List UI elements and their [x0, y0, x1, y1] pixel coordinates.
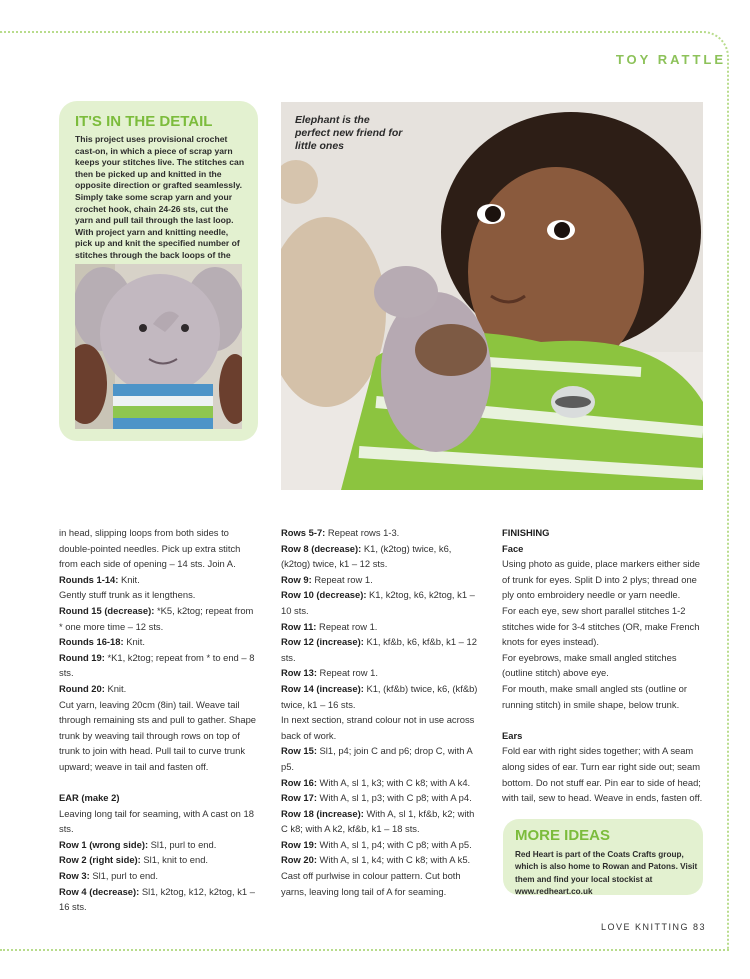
instruction-text: In next section, strand colour not in use across back of work.: [281, 714, 475, 741]
instruction-label: Row 18 (increase):: [281, 807, 364, 819]
instruction-label: Face: [502, 542, 524, 554]
instruction-paragraph: [281, 712, 479, 743]
instruction-label: Rounds 1-14:: [59, 573, 119, 585]
instruction-text: Cast off purlwise in colour pattern. Cut both yarns, leaving long tail of A for seaming.: [281, 870, 461, 897]
paragraph-gap: [59, 775, 259, 791]
instruction-paragraph: [502, 681, 705, 712]
instruction-label: EAR (make 2): [59, 792, 120, 804]
instruction-text: Knit.: [123, 636, 145, 648]
instruction-label: Row 20:: [281, 854, 317, 866]
more-ideas-body: Red Heart is part of the Coats Crafts group, which is also home to Rowan and Patons. Visit them and find your local stockist at www.redheart.co.uk: [515, 850, 698, 897]
instruction-paragraph: [281, 837, 479, 853]
instruction-paragraph: [502, 603, 705, 650]
instruction-paragraph: [59, 634, 259, 650]
instruction-text: With A, sl 1, k3; with C k8; with A k4.: [316, 776, 471, 788]
instruction-text: K1, (kf&b) twice, k6, (kf&b) twice, k1 – 16 sts.: [281, 682, 478, 710]
instructions-column-2: [281, 525, 479, 899]
instruction-label: Row 2 (right side):: [59, 854, 141, 866]
instruction-text: K1, kf&b, k6, kf&b, k1 – 12 sts.: [281, 636, 477, 663]
instruction-paragraph: [281, 665, 479, 681]
instruction-label: Round 20:: [59, 682, 105, 694]
instruction-paragraph: [59, 681, 259, 697]
instruction-paragraph: [281, 775, 479, 791]
instruction-label: Ears: [502, 729, 523, 741]
detail-body: This project uses provisional crochet cast-on, in which a piece of scrap yarn keeps your stitches live. The stitches can then be picked up and knitted in the opposite direction or grafted seamlessly. Simply take some scrap yarn and your crochet hook, chain 24-26 sts, cut the yarn and pull tail through the last loop. With project yarn and knitting needle, pick up and knit the specified number of stitches through the back loops of the: [75, 134, 245, 260]
instruction-paragraph: [281, 619, 479, 635]
instruction-label: Row 1 (wrong side):: [59, 838, 149, 850]
instruction-paragraph: [502, 650, 705, 681]
photo-caption: Elephant is the perfect new friend for little ones: [295, 114, 403, 152]
instruction-paragraph: [59, 572, 259, 588]
instruction-text: Sl1, knit to end.: [140, 854, 209, 866]
instruction-text: Cut yarn, leaving 20cm (8in) tail. Weave tail through remaining sts and pull to gather. Shape trunk by weaving tail through rows on top of trunk to join with head. Pull tail to curve trunk upward; weave in tail and fasten off.: [59, 698, 257, 772]
instruction-label: Row 4 (decrease):: [59, 885, 140, 897]
instruction-paragraph: [281, 525, 479, 541]
instruction-text: Leaving long tail for seaming, with A cast on 18 sts.: [59, 807, 254, 835]
instruction-text: *K5, k2tog; repeat from * one more time – 12 sts.: [59, 604, 254, 632]
instruction-text: Using photo as guide, place markers either side of trunk for eyes. Split D into 2 plys; thread one ply onto embroidery needle or yarn needle.: [502, 558, 701, 601]
instruction-paragraph: [281, 541, 479, 572]
instruction-text: Repeat rows 1-3.: [325, 527, 400, 538]
instruction-label: Rounds 16-18:: [59, 636, 124, 648]
instructions-column-1: [59, 525, 259, 915]
instruction-label: Row 10 (decrease):: [281, 589, 367, 601]
instruction-label: Row 9:: [281, 573, 312, 585]
instruction-paragraph: [59, 587, 259, 603]
instruction-paragraph: [59, 852, 259, 868]
instruction-label: Row 15:: [281, 745, 317, 757]
instruction-label: Row 11:: [281, 620, 317, 632]
section-title: TOY RATTLE: [615, 52, 726, 67]
instruction-text: *K1, k2tog; repeat from * to end – 8 sts.: [59, 651, 255, 679]
instruction-text: Sl1, p4; join C and p6; drop C, with A p5.: [281, 745, 473, 772]
instruction-paragraph: [59, 868, 259, 884]
instruction-paragraph: [281, 743, 479, 774]
instruction-label: Row 14 (increase):: [281, 682, 364, 694]
instruction-text: With A, sl 1, p4; with C p8; with A p5.: [316, 838, 472, 850]
instruction-paragraph: [59, 884, 259, 915]
elephant-toy-photo: [75, 264, 242, 429]
instruction-text: Knit.: [104, 682, 127, 694]
instruction-paragraph: [281, 790, 479, 806]
more-ideas-title: MORE IDEAS: [515, 827, 611, 844]
instruction-paragraph: [502, 525, 705, 541]
instruction-text: With A, sl 1, kf&b, k2; with C k8; with A k2, kf&b, k1 – 18 sts.: [281, 807, 475, 835]
instruction-paragraph: [59, 790, 259, 806]
instruction-text: For each eye, sew short parallel stitches 1-2 stitches wide for 3-4 stitches (OR, make French knots for eyes instead).: [502, 604, 700, 648]
instruction-paragraph: [281, 868, 479, 899]
instruction-paragraph: [281, 852, 479, 868]
baby-with-elephant-photo: [281, 102, 703, 490]
instruction-text: For mouth, make small angled sts (outline or running stitch) in smile shape, below trunk.: [502, 682, 687, 710]
page-footer: LOVE KNITTING 83: [600, 922, 706, 932]
detail-title: IT'S IN THE DETAIL: [75, 113, 213, 130]
instruction-paragraph: [59, 603, 259, 634]
instruction-paragraph: [281, 634, 479, 665]
instruction-text: K1, k2tog, k6, k2tog, k1 – 10 sts.: [281, 589, 475, 616]
instruction-text: Fold ear with right sides together; with A seam along sides of ear. Turn ear right side out; seam bottom. Do not stuff ear. Pin ear to side of head; with tail, sew to head. Weave in ends, fasten off.: [502, 745, 703, 804]
instruction-label: Rows 5-7:: [281, 527, 326, 538]
instruction-text: Repeat row 1.: [316, 667, 378, 679]
instruction-paragraph: [59, 650, 259, 681]
instruction-paragraph: [502, 556, 705, 603]
instruction-text: Sl1, purl to end.: [148, 838, 217, 850]
instruction-label: Round 15 (decrease):: [59, 604, 155, 616]
instruction-paragraph: [281, 806, 479, 837]
instruction-label: Row 3:: [59, 870, 90, 882]
instruction-text: K1, (k2tog) twice, k6, (k2tog) twice, k1 – 12 sts.: [281, 542, 452, 570]
instruction-paragraph: [281, 572, 479, 588]
instruction-label: Row 13:: [281, 667, 317, 679]
instruction-text: For eyebrows, make small angled stitches (outline stitch) above eye.: [502, 651, 677, 679]
instruction-paragraph: [281, 587, 479, 618]
instruction-label: Row 17:: [281, 792, 317, 804]
instruction-paragraph: [502, 743, 705, 805]
instructions-column-3: [502, 525, 705, 806]
instruction-paragraph: [502, 728, 705, 744]
instruction-label: Row 12 (increase):: [281, 636, 364, 648]
paragraph-gap: [502, 712, 705, 728]
instruction-paragraph: [281, 681, 479, 712]
instruction-text: With A, sl 1, p3; with C p8; with A p4.: [316, 792, 472, 804]
instruction-label: Round 19:: [59, 651, 105, 663]
instruction-text: With A, sl 1, k4; with C k8; with A k5.: [316, 854, 471, 866]
instruction-text: Sl1, k2tog, k12, k2tog, k1 – 16 sts.: [59, 885, 255, 913]
more-ideas-box: [503, 819, 703, 895]
instruction-label: Row 19:: [281, 838, 317, 850]
detail-sidebar: [59, 101, 258, 441]
instruction-text: Knit.: [118, 573, 140, 585]
instruction-text: Gently stuff trunk as it lengthens.: [59, 589, 196, 601]
instruction-paragraph: [59, 806, 259, 837]
instruction-text: in head, slipping loops from both sides to double-pointed needles. Pick up extra stitch from each side of opening – 14 sts. Join A.: [59, 527, 241, 570]
instruction-label: Row 8 (decrease):: [281, 542, 362, 554]
instruction-paragraph: [59, 525, 259, 572]
instruction-text: Repeat row 1.: [316, 620, 378, 632]
instruction-text: Sl1, purl to end.: [89, 870, 159, 882]
instruction-paragraph: [59, 697, 259, 775]
instruction-label: FINISHING: [502, 527, 550, 538]
instruction-text: Repeat row 1.: [311, 573, 373, 585]
instruction-paragraph: [502, 541, 705, 557]
instruction-label: Row 16:: [281, 776, 317, 788]
instruction-paragraph: [59, 837, 259, 853]
